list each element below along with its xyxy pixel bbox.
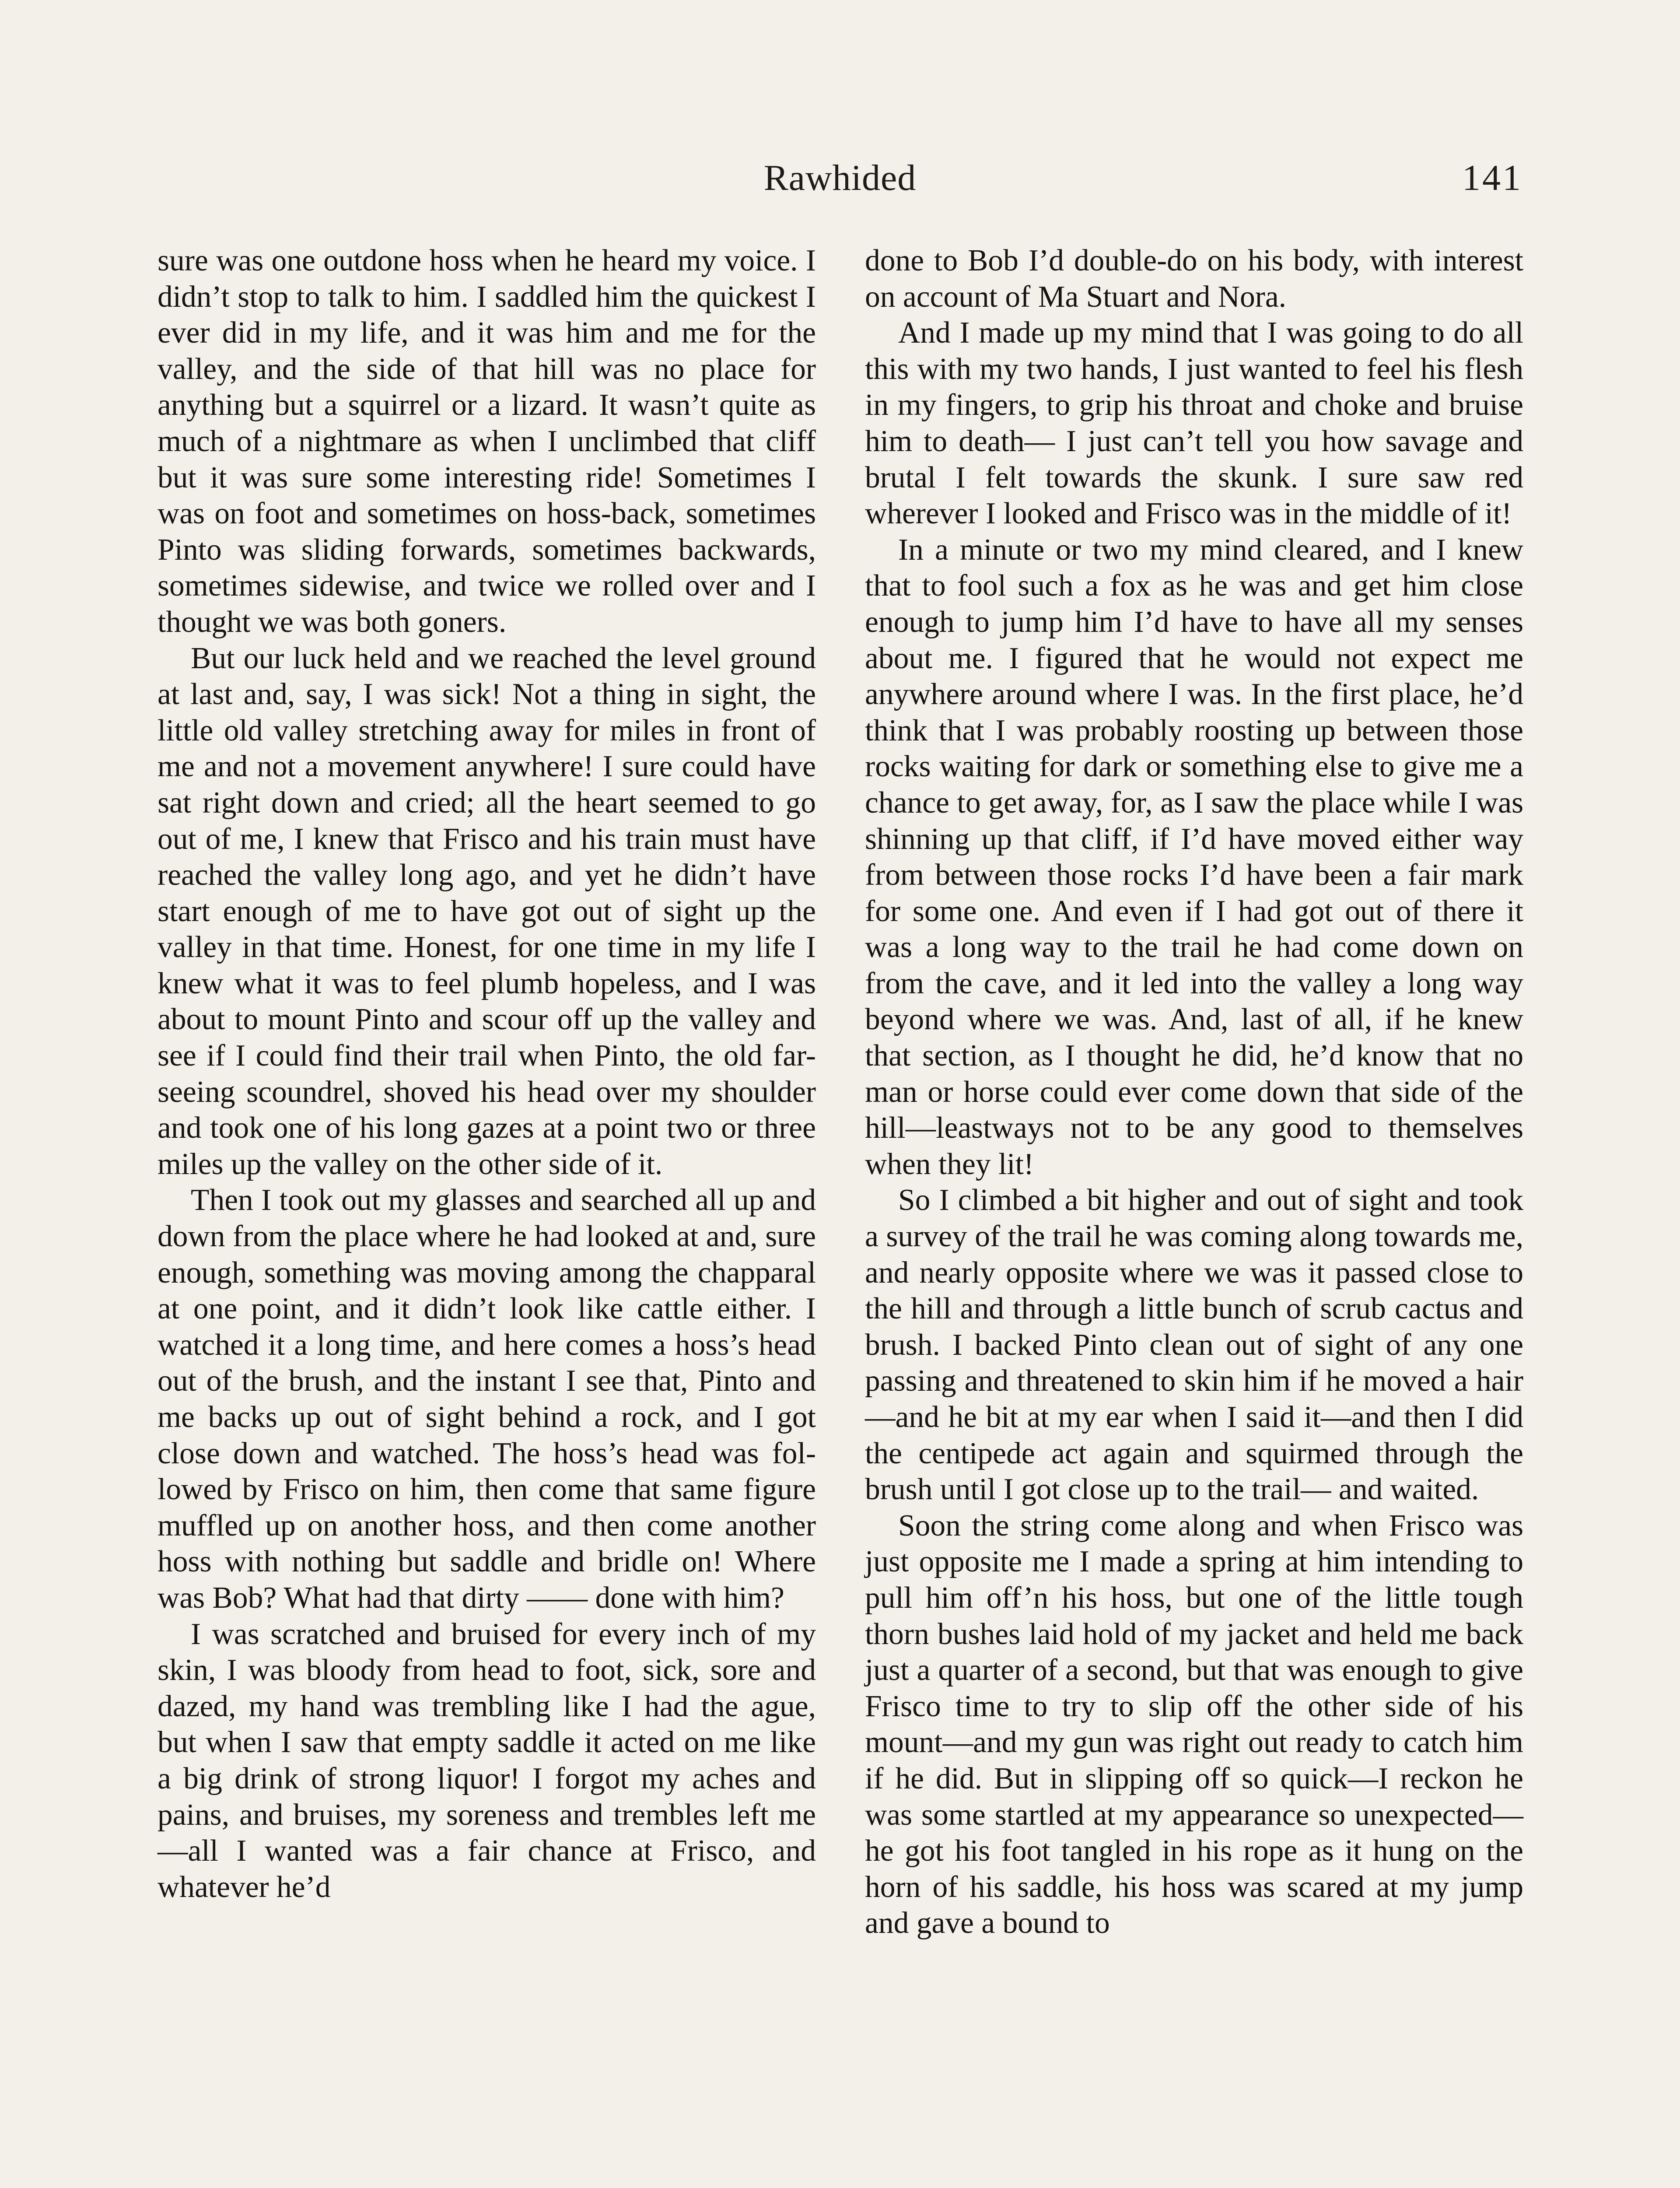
paragraph: And I made up my mind that I was going to do all this with my two hands, I just wanted to feel his flesh in my fingers, to grip his throat and choke and bruise him to death— I just can’t tell you how savage and brutal I felt towards the skunk. I sure saw red wherever I looked and Frisco was in the middle of it! <box>865 316 1523 531</box>
paragraph: sure was one outdone hoss when he heard my voice. I didn’t stop to talk to him. I saddled him the quickest I ever did in my life, and it was him and me for the valley, and the side of that hill was no place for anything but a squirrel or a lizard. It wasn’t quite as much of a nightmare as when I unclimbed that cliff but it was sure some interesting ride! Sometimes I was on foot and sometimes on hoss-back, sometimes Pinto was sliding forwards, sometimes backwards, sometimes sidewise, and twice we rolled over and I thought we was both goners. <box>158 244 816 639</box>
paragraph: done to Bob I’d double-do on his body, with interest on account of Ma Stuart and Nora. <box>865 244 1523 314</box>
page-number: 141 <box>1462 158 1522 198</box>
right-text-column <box>865 243 1523 1942</box>
running-header <box>158 154 1522 202</box>
paragraph: Soon the string come along and when Frisco was just opposite me I made a spring at him intending to pull him off’n his hoss, but one of the little tough thorn bushes laid hold of my jacket and held me back just a quarter of a second, but that was enough to give Frisco time to try to slip off the other side of his mount—and my gun was right out ready to catch him if he did. But in slipping off so quick—I reckon he was some startled at my appearance so unexpected— he got his foot tangled in his rope as it hung on the horn of his saddle, his hoss was scared at my jump and gave a bound to <box>865 1508 1523 1940</box>
paragraph: But our luck held and we reached the level ground at last and, say, I was sick! Not a thing in sight, the little old valley stretching away for miles in front of me and not a movement anywhere! I sure could have sat right down and cried; all the heart seemed to go out of me, I knew that Frisco and his train must have reached the valley long ago, and yet he didn’t have start enough of me to have got out of sight up the valley in that time. Honest, for one time in my life I knew what it was to feel plumb hopeless, and I was about to mount Pinto and scour off up the valley and see if I could find their trail when Pinto, the old far-seeing scoundrel, shoved his head over my shoulder and took one of his long gazes at a point two or three miles up the valley on the other side of it. <box>158 641 816 1181</box>
paragraph: In a minute or two my mind cleared, and I knew that to fool such a fox as he was and get him close enough to jump him I’d have to have all my senses about me. I figured that he would not expect me anywhere around where I was. In the first place, he’d think that I was probably roosting up between those rocks waiting for dark or something else to give me a chance to get away, for, as I saw the place while I was shinning up that cliff, if I’d have moved either way from between those rocks I’d have been a fair mark for some one. And even if I had got out of there it was a long way to the trail he had come down on from the cave, and it led into the valley a long way beyond where we was. And, last of all, if he knew that section, as I thought he did, he’d know that no man or horse could ever come down that side of the hill—leastways not to be any good to themselves when they lit! <box>865 533 1523 1181</box>
chapter-title: Rawhided <box>763 158 917 198</box>
paragraph: So I climbed a bit higher and out of sight and took a survey of the trail he was coming along towards me, and nearly opposite where we was it passed close to the hill and through a little bunch of scrub cactus and brush. I backed Pinto clean out of sight of any one passing and threatened to skin him if he moved a hair—and he bit at my ear when I said it—and then I did the centipede act again and squirmed through the brush until I got close up to the trail— and waited. <box>865 1183 1523 1507</box>
paragraph: I was scratched and bruised for every inch of my skin, I was bloody from head to foot, sick, sore and dazed, my hand was trembling like I had the ague, but when I saw that empty saddle it acted on me like a big drink of strong liquor! I forgot my aches and pains, and bruises, my soreness and trembles left me—all I wanted was a fair chance at Frisco, and whatever he’d <box>158 1617 816 1904</box>
left-text-column <box>158 243 816 1905</box>
paragraph: Then I took out my glasses and searched all up and down from the place where he had looked at and, sure enough, something was moving among the chapparal at one point, and it didn’t look like cattle either. I watched it a long time, and here comes a hoss’s head out of the brush, and the instant I see that, Pinto and me backs up out of sight behind a rock, and I got close down and watched. The hoss’s head was followed by Frisco on him, then come that same figure muffled up on another hoss, and then come another hoss with nothing but saddle and bridle on! Where was Bob? What had that dirty —— done with him? <box>158 1183 816 1615</box>
